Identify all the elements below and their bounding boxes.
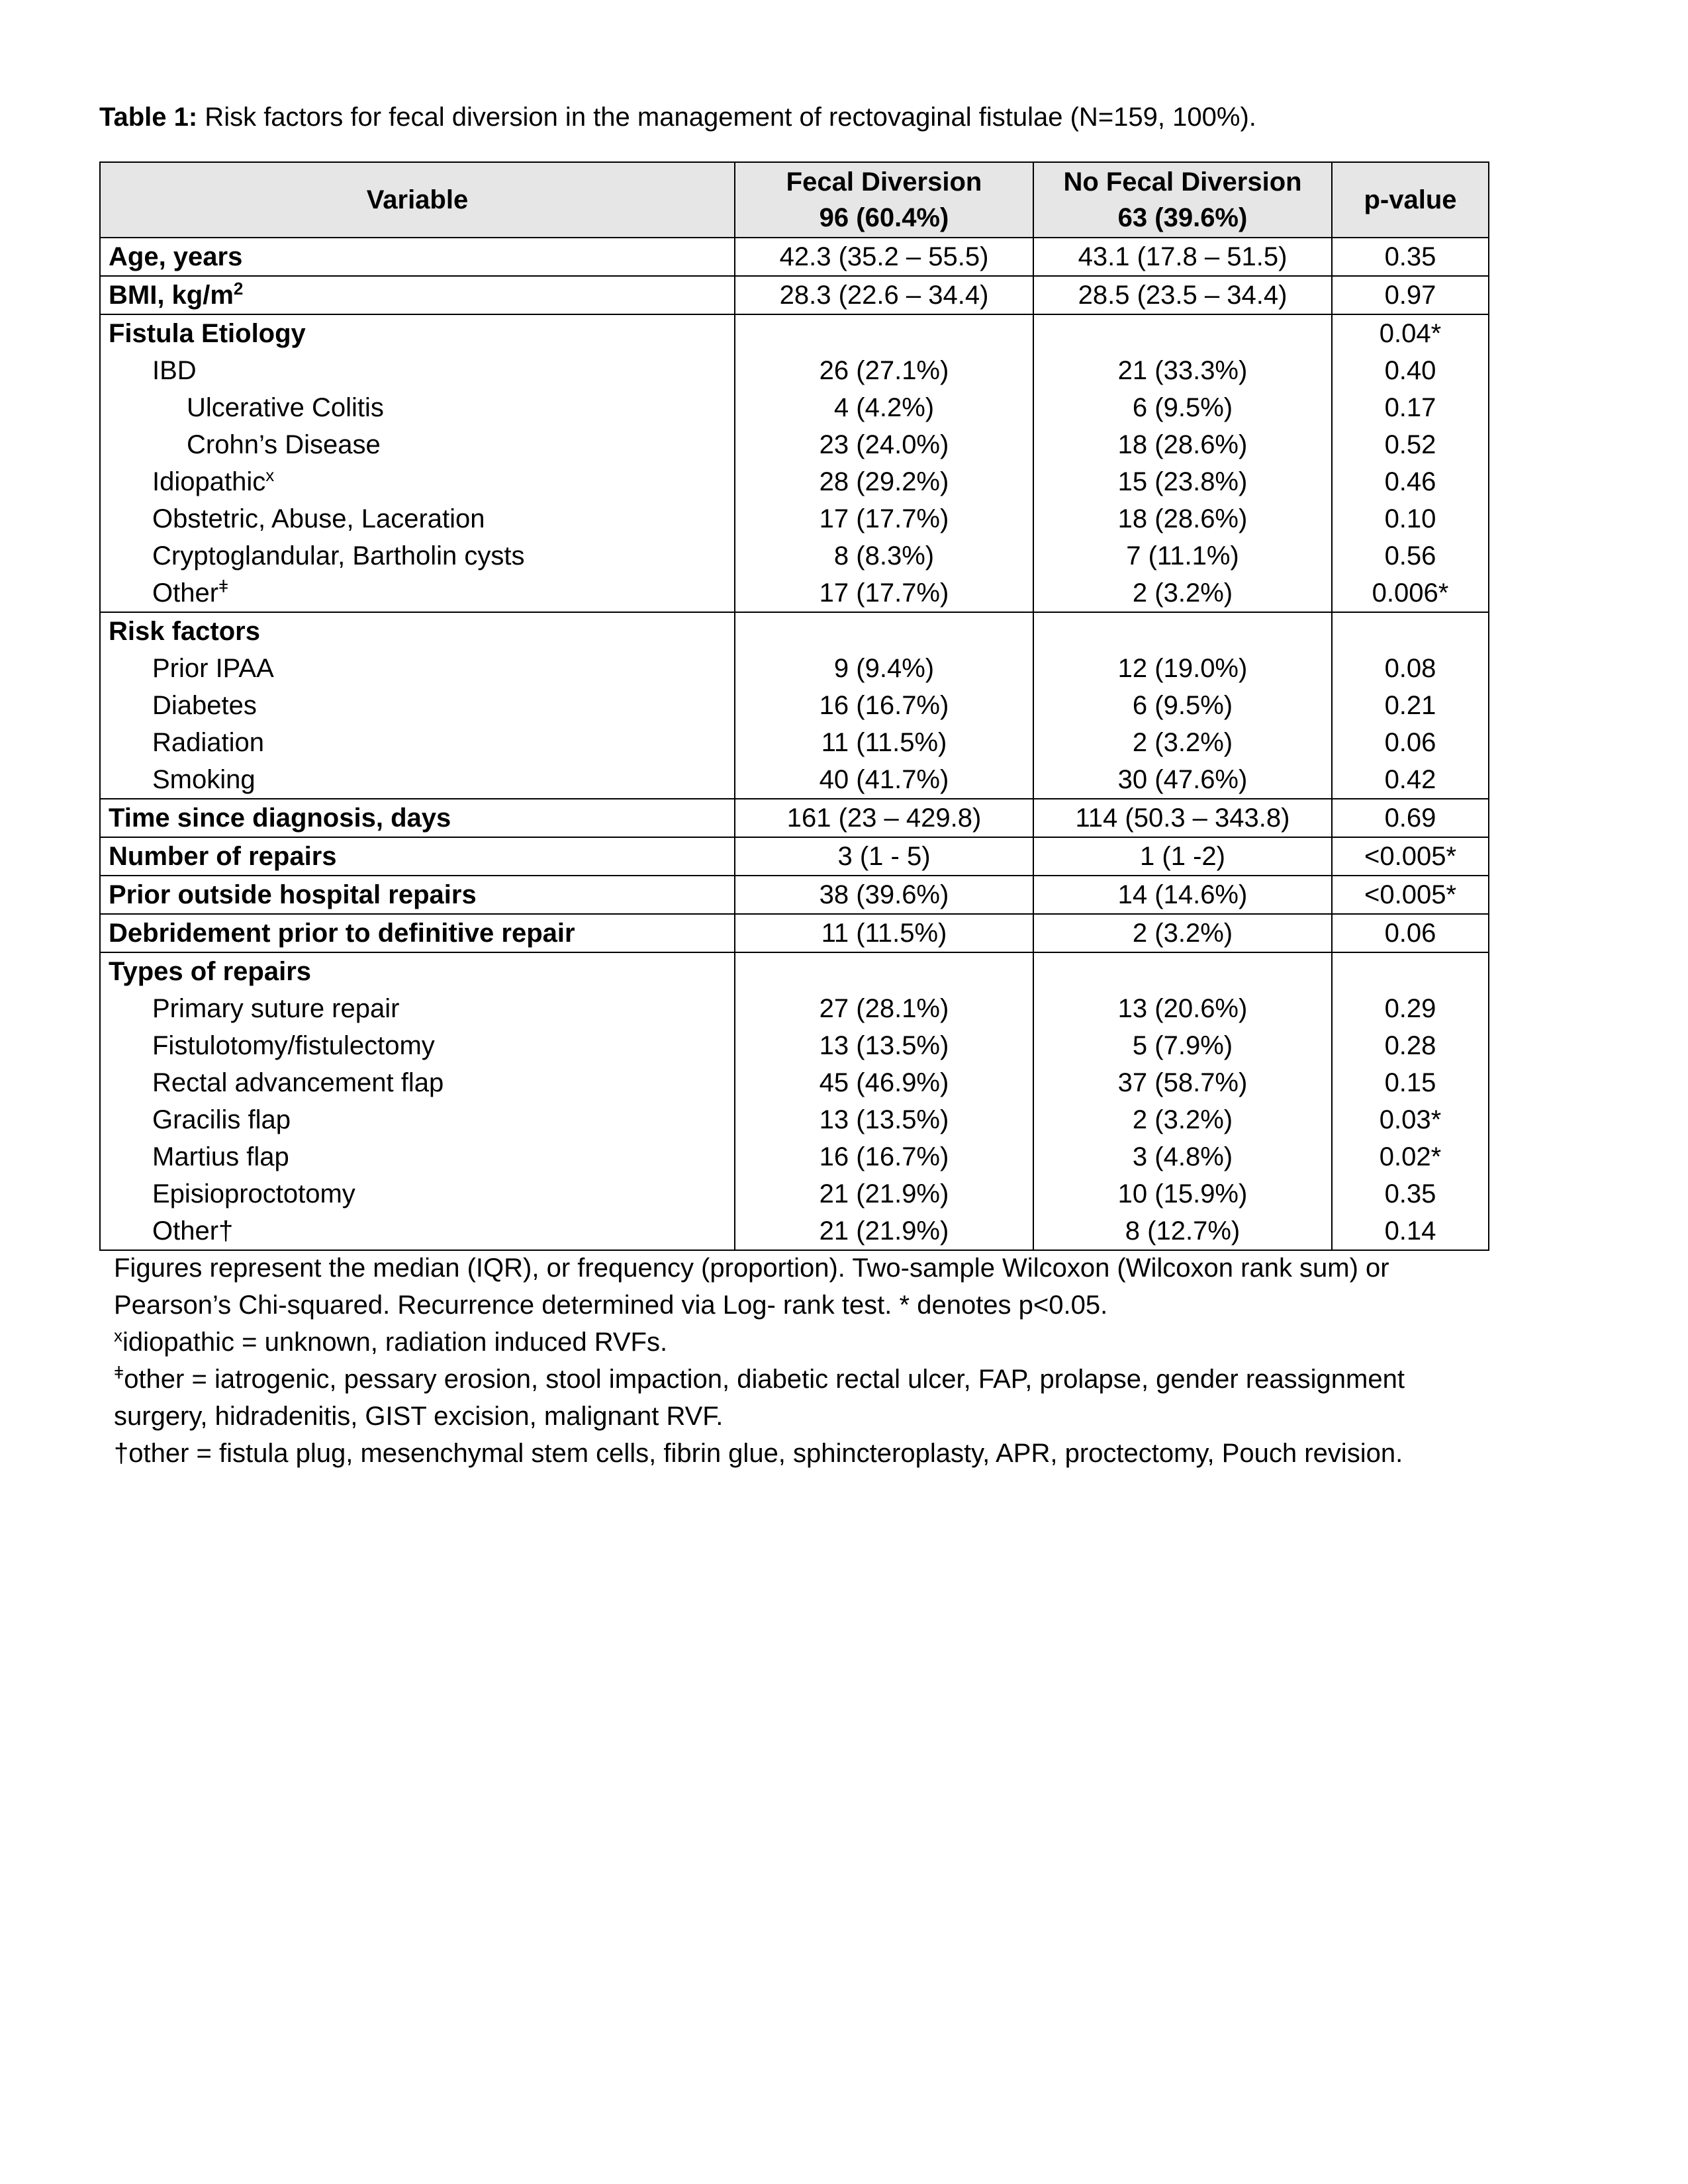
cell-no-fecal-diversion: 30 (47.6%) (1033, 761, 1332, 799)
table-body (100, 238, 1489, 1250)
cell-fecal-diversion: 9 (9.4%) (735, 650, 1033, 687)
header-no-fecal-diversion-count: 63 (39.6%) (1117, 203, 1248, 232)
cell-fecal-diversion: 11 (11.5%) (735, 724, 1033, 761)
table-row (100, 1175, 1489, 1212)
cell-p-value: 0.15 (1332, 1064, 1489, 1101)
cell-variable: Fistula Etiology (100, 314, 735, 352)
cell-no-fecal-diversion: 18 (28.6%) (1033, 500, 1332, 537)
table-row (100, 1101, 1489, 1138)
cell-no-fecal-diversion: 18 (28.6%) (1033, 426, 1332, 463)
cell-fecal-diversion: 3 (1 - 5) (735, 837, 1033, 876)
cell-variable: Diabetes (100, 687, 735, 724)
cell-p-value (1332, 952, 1489, 990)
cell-no-fecal-diversion: 10 (15.9%) (1033, 1175, 1332, 1212)
cell-no-fecal-diversion: 7 (11.1%) (1033, 537, 1332, 574)
table-row (100, 612, 1489, 650)
table-caption-label: Table 1: (99, 103, 198, 132)
cell-variable: Rectal advancement flap (100, 1064, 735, 1101)
cell-no-fecal-diversion: 2 (3.2%) (1033, 574, 1332, 612)
cell-no-fecal-diversion: 114 (50.3 – 343.8) (1033, 799, 1332, 837)
table-caption-text: Risk factors for fecal diversion in the management of rectovaginal fistulae (N=159, 100%). (197, 103, 1256, 132)
cell-p-value (1332, 612, 1489, 650)
cell-no-fecal-diversion: 21 (33.3%) (1033, 352, 1332, 389)
cell-no-fecal-diversion: 1 (1 -2) (1033, 837, 1332, 876)
cell-p-value: 0.03* (1332, 1101, 1489, 1138)
table-row (100, 837, 1489, 876)
table-row (100, 352, 1489, 389)
cell-variable: Number of repairs (100, 837, 735, 876)
cell-fecal-diversion: 42.3 (35.2 – 55.5) (735, 238, 1033, 276)
cell-p-value: <0.005* (1332, 876, 1489, 914)
cell-fecal-diversion: 11 (11.5%) (735, 914, 1033, 952)
cell-no-fecal-diversion: 43.1 (17.8 – 51.5) (1033, 238, 1332, 276)
cell-fecal-diversion: 40 (41.7%) (735, 761, 1033, 799)
cell-fecal-diversion: 13 (13.5%) (735, 1027, 1033, 1064)
cell-fecal-diversion: 16 (16.7%) (735, 1138, 1033, 1175)
table-footnotes (114, 1250, 1537, 1472)
table-row (100, 914, 1489, 952)
cell-no-fecal-diversion: 15 (23.8%) (1033, 463, 1332, 500)
cell-fecal-diversion: 38 (39.6%) (735, 876, 1033, 914)
cell-variable: Risk factors (100, 612, 735, 650)
cell-no-fecal-diversion: 6 (9.5%) (1033, 389, 1332, 426)
cell-p-value: 0.21 (1332, 687, 1489, 724)
cell-no-fecal-diversion: 2 (3.2%) (1033, 724, 1332, 761)
cell-p-value: 0.35 (1332, 238, 1489, 276)
cell-p-value: 0.08 (1332, 650, 1489, 687)
cell-variable: Episioproctotomy (100, 1175, 735, 1212)
cell-p-value: 0.17 (1332, 389, 1489, 426)
cell-no-fecal-diversion: 37 (58.7%) (1033, 1064, 1332, 1101)
table-header-row (100, 162, 1489, 238)
cell-p-value: 0.52 (1332, 426, 1489, 463)
cell-fecal-diversion: 23 (24.0%) (735, 426, 1033, 463)
cell-p-value: 0.006* (1332, 574, 1489, 612)
cell-p-value: 0.06 (1332, 724, 1489, 761)
cell-no-fecal-diversion: 6 (9.5%) (1033, 687, 1332, 724)
cell-p-value: 0.28 (1332, 1027, 1489, 1064)
footnote-marker: x (265, 465, 275, 485)
table-row (100, 990, 1489, 1027)
cell-fecal-diversion: 161 (23 – 429.8) (735, 799, 1033, 837)
table-row (100, 574, 1489, 612)
footnote-marker: ǂ (218, 576, 229, 596)
cell-p-value: 0.35 (1332, 1175, 1489, 1212)
table-row (100, 389, 1489, 426)
cell-variable: BMI, $kg/m^2$ (100, 276, 735, 314)
header-p-value: p-value (1332, 162, 1489, 238)
cell-fecal-diversion: 28.3 (22.6 – 34.4) (735, 276, 1033, 314)
footnote-line: surgery, hidradenitis, GIST excision, malignant RVF. (114, 1402, 724, 1431)
table-row (100, 1027, 1489, 1064)
cell-no-fecal-diversion: 2 (3.2%) (1033, 914, 1332, 952)
cell-p-value: 0.42 (1332, 761, 1489, 799)
footnote-idiopathic: $^x$idiopathic = unknown, radiation induced RVFs. (114, 1326, 668, 1357)
cell-no-fecal-diversion: 14 (14.6%) (1033, 876, 1332, 914)
cell-p-value: 0.56 (1332, 537, 1489, 574)
header-no-fecal-diversion (1033, 162, 1332, 238)
cell-no-fecal-diversion: 28.5 (23.5 – 34.4) (1033, 276, 1332, 314)
footnote-line: Figures represent the median (IQR), or frequency (proportion). Two-sample Wilcoxon (Wilcoxon rank sum) or (114, 1253, 1389, 1283)
cell-no-fecal-diversion (1033, 314, 1332, 352)
cell-variable: Debridement prior to definitive repair (100, 914, 735, 952)
cell-no-fecal-diversion: 8 (12.7%) (1033, 1212, 1332, 1250)
table-row (100, 314, 1489, 352)
cell-p-value: 0.02* (1332, 1138, 1489, 1175)
cell-p-value: 0.10 (1332, 500, 1489, 537)
header-no-fecal-diversion-title: No Fecal Diversion (1063, 167, 1302, 197)
cell-fecal-diversion: 27 (28.1%) (735, 990, 1033, 1027)
cell-variable: Time since diagnosis, days (100, 799, 735, 837)
cell-fecal-diversion: 21 (21.9%) (735, 1212, 1033, 1250)
cell-variable: Prior IPAA (100, 650, 735, 687)
table-row (100, 650, 1489, 687)
cell-p-value: 0.29 (1332, 990, 1489, 1027)
table-row (100, 761, 1489, 799)
cell-fecal-diversion: 4 (4.2%) (735, 389, 1033, 426)
cell-variable: Other† (100, 1212, 735, 1250)
cell-variable: Gracilis flap (100, 1101, 735, 1138)
cell-variable: Obstetric, Abuse, Laceration (100, 500, 735, 537)
footnote-other-etiology: $^ǂ$other = iatrogenic, pessary erosion, stool impaction, diabetic rectal ulcer, FAP, prolapse, gender reassignment (114, 1363, 1405, 1394)
table-row (100, 238, 1489, 276)
cell-fecal-diversion: 21 (21.9%) (735, 1175, 1033, 1212)
table-row (100, 276, 1489, 314)
cell-fecal-diversion: 45 (46.9%) (735, 1064, 1033, 1101)
cell-p-value: 0.69 (1332, 799, 1489, 837)
cell-variable: Other$^ǂ$ (100, 574, 735, 612)
cell-fecal-diversion: 26 (27.1%) (735, 352, 1033, 389)
cell-variable: Ulcerative Colitis (100, 389, 735, 426)
table-row (100, 799, 1489, 837)
cell-fecal-diversion (735, 612, 1033, 650)
cell-p-value: 0.97 (1332, 276, 1489, 314)
cell-fecal-diversion (735, 952, 1033, 990)
cell-no-fecal-diversion: 12 (19.0%) (1033, 650, 1332, 687)
cell-fecal-diversion: 16 (16.7%) (735, 687, 1033, 724)
header-variable: Variable (100, 162, 735, 238)
cell-no-fecal-diversion: 13 (20.6%) (1033, 990, 1332, 1027)
table-caption (99, 99, 1523, 135)
header-fecal-diversion-title: Fecal Diversion (786, 167, 982, 197)
footnote-line: Pearson’s Chi-squared. Recurrence determined via Log- rank test. * denotes p<0.05. (114, 1291, 1108, 1320)
cell-no-fecal-diversion: 2 (3.2%) (1033, 1101, 1332, 1138)
cell-variable: Radiation (100, 724, 735, 761)
table-row (100, 1138, 1489, 1175)
cell-p-value: 0.04* (1332, 314, 1489, 352)
cell-fecal-diversion: 28 (29.2%) (735, 463, 1033, 500)
cell-variable: Cryptoglandular, Bartholin cysts (100, 537, 735, 574)
cell-fecal-diversion (735, 314, 1033, 352)
cell-p-value: 0.14 (1332, 1212, 1489, 1250)
cell-p-value: <0.005* (1332, 837, 1489, 876)
cell-variable: Fistulotomy/fistulectomy (100, 1027, 735, 1064)
risk-factors-table (99, 161, 1489, 1251)
footnote-marker: 2 (233, 279, 244, 298)
cell-variable: Smoking (100, 761, 735, 799)
table-row (100, 876, 1489, 914)
table-row (100, 952, 1489, 990)
table-row (100, 463, 1489, 500)
cell-no-fecal-diversion: 3 (4.8%) (1033, 1138, 1332, 1175)
table-row (100, 500, 1489, 537)
cell-p-value: 0.40 (1332, 352, 1489, 389)
cell-p-value: 0.06 (1332, 914, 1489, 952)
table-row (100, 1064, 1489, 1101)
cell-no-fecal-diversion (1033, 952, 1332, 990)
header-fecal-diversion-count: 96 (60.4%) (819, 203, 949, 232)
cell-fecal-diversion: 8 (8.3%) (735, 537, 1033, 574)
footnote-marker: ǂ (114, 1363, 124, 1383)
table-row (100, 724, 1489, 761)
cell-variable: Prior outside hospital repairs (100, 876, 735, 914)
footnote-marker: x (114, 1326, 122, 1345)
cell-variable: Martius flap (100, 1138, 735, 1175)
cell-variable: Types of repairs (100, 952, 735, 990)
cell-fecal-diversion: 13 (13.5%) (735, 1101, 1033, 1138)
cell-fecal-diversion: 17 (17.7%) (735, 500, 1033, 537)
cell-no-fecal-diversion (1033, 612, 1332, 650)
cell-variable: Age, years (100, 238, 735, 276)
cell-p-value: 0.46 (1332, 463, 1489, 500)
cell-no-fecal-diversion: 5 (7.9%) (1033, 1027, 1332, 1064)
cell-variable: IBD (100, 352, 735, 389)
table-row (100, 1212, 1489, 1250)
table-row (100, 426, 1489, 463)
cell-variable: Idiopathic$^x$ (100, 463, 735, 500)
footnote-other-repairs: †other = fistula plug, mesenchymal stem cells, fibrin glue, sphincteroplasty, APR, proctectomy, Pouch revision. (114, 1439, 1403, 1468)
cell-variable: Crohn’s Disease (100, 426, 735, 463)
table-row (100, 537, 1489, 574)
table-row (100, 687, 1489, 724)
cell-variable: Primary suture repair (100, 990, 735, 1027)
header-fecal-diversion (735, 162, 1033, 238)
cell-fecal-diversion: 17 (17.7%) (735, 574, 1033, 612)
